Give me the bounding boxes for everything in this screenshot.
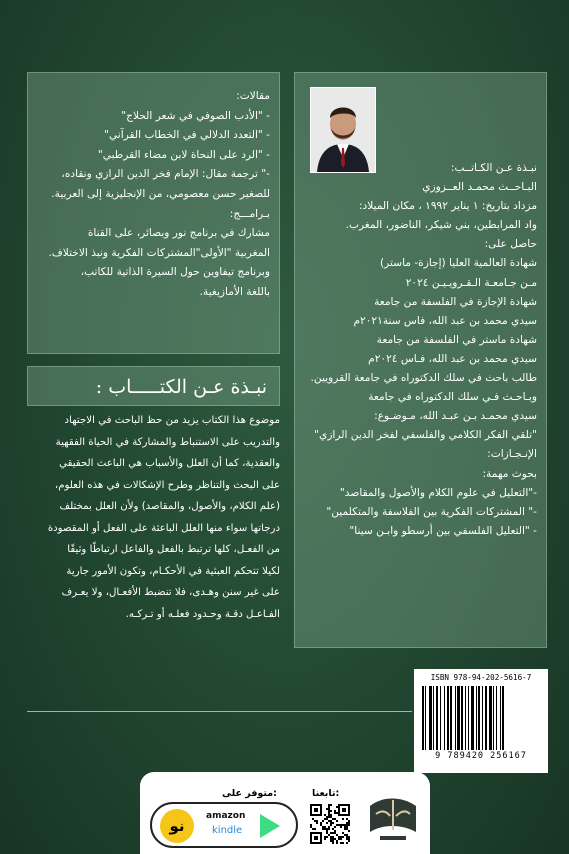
google-play-icon[interactable] (260, 814, 280, 838)
about-line: والتدريب على الاستنباط والمشاركة في الحياة الفقهية (55, 436, 280, 448)
article-line: - "الأدب الصوفي في شعر الحلاج" (121, 109, 270, 122)
author-bio-text (304, 159, 537, 541)
bio-line: - "التعليل الفلسفي بين أرسطو وابـن سينا" (349, 524, 537, 537)
barcode (420, 686, 542, 750)
about-line: (علم الكلام، والأصول، والمقاصد) ولأن العلل بمختلف (59, 501, 280, 512)
store-logo-icon[interactable]: نو (160, 809, 194, 843)
bio-line: -"التعليل في علوم الكلام والأصول والمقاصد" (339, 486, 537, 499)
available-label: متوفر على: (222, 788, 277, 799)
bio-line: شهادة العالمية العليا (إجازة- ماستر) (380, 257, 537, 270)
article-line: المغربية "الأولى"المشتركات الفكرية ونبذ الاختلاف. (48, 246, 270, 259)
bio-line: شهادة ماستر في الفلسفة من جامعة (376, 333, 537, 346)
kindle-logo[interactable]: kindle (212, 825, 243, 836)
isbn-text: ISBN 978-94-202-5616-7 (430, 673, 532, 682)
about-book-text (27, 410, 280, 625)
bio-line: بحوث مهمة: (482, 467, 537, 480)
article-line: باللغة الأمازيغية. (199, 285, 270, 298)
about-line: درجاتها سواء منها العلل الباعثة على الفعل أو المقصودة (47, 522, 280, 534)
bio-line: حاصل على: (484, 238, 537, 251)
bio-line: مزداد بتاريخ: ١ يناير ١٩٩٢ ، مكان الميلاد: (358, 200, 537, 213)
article-line: - "التعدد الدلالي في الخطاب القرآني" (104, 129, 270, 142)
publisher-logo-icon (362, 786, 424, 848)
bio-line: طالب باحث في سلك الدكتوراه في جامعة القرويين. (310, 372, 537, 385)
articles-text (37, 87, 270, 303)
isbn-barcode-box (414, 669, 548, 773)
bio-line: شهادة الإجازة في الفلسفة من جامعة (374, 295, 537, 308)
article-line: وبرنامج تيفاوين حول السيرة الذاتية للكاتب، (80, 266, 270, 279)
about-line: لكيلا تتحكم العبثية في الأحكـام، وتكون الأمور جارية (66, 565, 280, 577)
article-line: - "الرد على النحاة لابن مضاء القرطبي" (97, 148, 270, 161)
bio-line: واد المرابطين، بني شيكر، الناضور، المغرب. (345, 219, 537, 232)
bio-line: البـاحــث محمـد العــزوزي (422, 181, 537, 194)
bio-line: -" المشتركات الفكرية بين الفلاسفة والمتكلمين" (326, 505, 537, 518)
article-line: -" ترجمة مقال: الإمام فخر الدين الرازي ونقاده، (61, 168, 270, 181)
store-badges[interactable] (150, 802, 298, 848)
articles-panel (27, 72, 280, 354)
about-line: من الفعـل، كلها ترتبط بالفعل والفاعل ارتباطًا وثيقًا (67, 544, 280, 555)
about-line: الفـاعـل دقـة وحـدود فعلـه أو تـركـه. (125, 608, 280, 620)
bio-line: سيدي محمـد بـن عبـد الله، مـوضـوع: (374, 410, 537, 423)
bio-line: سيدي محمد بن عبد الله، فـاس ٢٠٢٤م (368, 352, 537, 365)
bio-line: وبـاحـث فـي سلك الدكتوراه في جامعة (368, 391, 537, 404)
article-line: مشارك في برنامج نور وبصائر، على القناة (87, 227, 270, 240)
about-line: على البحث والتناظر وطرح الإشكالات في هذه العلوم، (54, 479, 280, 491)
article-line: للصغير حسن معصومي، من الإنجليزية إلى العربية. (51, 187, 270, 200)
bio-line: الإنـجـازات: (487, 448, 537, 461)
bio-line: مـن جـامعـة الـقـرويـيـن ٢٠٢٤ (405, 276, 537, 289)
bio-line: "تلقي الفكر الكلامي والفلسفي لفخر الدين الرازي" (314, 429, 537, 442)
bio-line: نبـذة عـن الكـاتــب: (450, 162, 537, 174)
about-line: على غير سنن وهـدى، فلا تنضبط الأفعـال، ولا يعـرف (61, 587, 280, 598)
qr-code-icon[interactable] (308, 802, 352, 846)
about-book-title: نبـذة عـن الكتـــــاب : (27, 366, 280, 406)
article-line: مقالات: (236, 90, 270, 102)
barcode-number: 9 789420 256167 (435, 751, 527, 761)
bio-line: سيدي محمد بن عبد الله، فاس سنة٢٠٢١م (353, 314, 537, 327)
about-line: والعقدية، كما أن العلل والأسباب هي الباعث الحقيقي (59, 458, 280, 469)
about-line: موضوع هذا الكتاب يزيد من حظ الباحث في الاجتهاد (64, 415, 280, 426)
author-photo (310, 87, 376, 173)
follow-label: تابعنا: (312, 788, 340, 799)
amazon-logo[interactable]: amazon (206, 811, 246, 821)
divider-line (27, 711, 412, 712)
article-line: بـرامـــج: (229, 207, 270, 220)
